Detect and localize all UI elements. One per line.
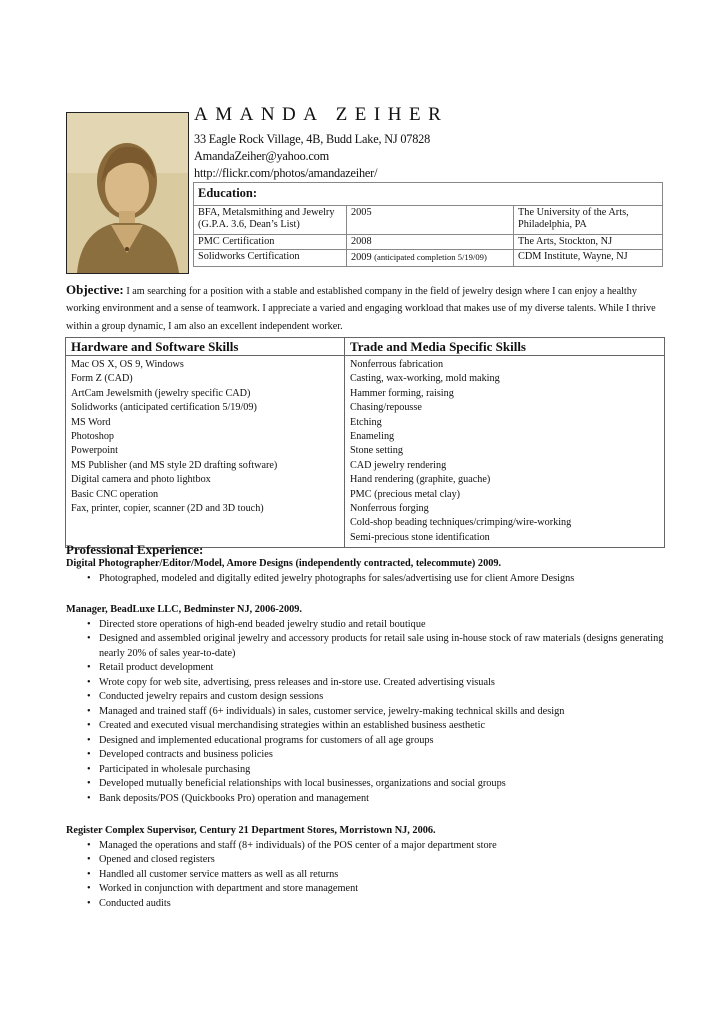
- bullet-icon: •: [87, 572, 91, 584]
- trade-skills-cell: [345, 356, 665, 548]
- bullet-icon: •: [87, 676, 91, 688]
- skill-item: Etching: [350, 416, 382, 428]
- edu-year-cell: [347, 250, 514, 267]
- list-item-text: Developed contracts and business policies: [99, 749, 273, 760]
- skill-item: MS Publisher (and MS style 2D drafting software): [71, 459, 278, 471]
- list-item: [87, 572, 666, 587]
- profile-photo: [66, 112, 189, 274]
- education-heading: Education:: [194, 183, 663, 206]
- skills-table: [65, 337, 665, 548]
- hardware-skills-list: [71, 358, 339, 516]
- list-item: [87, 763, 666, 778]
- bullet-icon: •: [87, 734, 91, 746]
- job-entry: [66, 557, 666, 586]
- list-item-text: Retail product development: [99, 662, 214, 673]
- skill-item: Chasing/repousse: [350, 402, 422, 414]
- list-item: [87, 853, 666, 868]
- list-item: [87, 661, 666, 676]
- bullet-icon: •: [87, 792, 91, 804]
- objective-label: Objective:: [66, 282, 124, 297]
- list-item: [87, 882, 666, 897]
- edu-school: CDM Institute, Wayne, NJ: [514, 250, 663, 267]
- objective-section: [66, 281, 666, 335]
- list-item: [87, 690, 666, 705]
- hardware-skills-cell: [66, 356, 345, 548]
- table-row: [194, 205, 663, 234]
- skill-item: Photoshop: [71, 431, 115, 443]
- bullet-icon: •: [87, 763, 91, 775]
- list-item: [87, 777, 666, 792]
- job-title: Manager, BeadLuxe LLC, Bedminster NJ, 2006-2009.: [66, 604, 302, 615]
- list-item-text: Bank deposits/POS (Quickbooks Pro) operation and management: [99, 792, 369, 804]
- email[interactable]: AmandaZeiher@yahoo.com: [194, 149, 329, 163]
- website-link[interactable]: http://flickr.com/photos/amandazeiher/: [194, 166, 378, 180]
- bullet-icon: •: [87, 897, 91, 909]
- skill-item: MS Word: [71, 416, 111, 428]
- address: 33 Eagle Rock Village, 4B, Budd Lake, NJ 07828: [194, 132, 431, 146]
- list-item: [87, 734, 666, 749]
- job-title: Register Complex Supervisor, Century 21 Department Stores, Morristown NJ, 2006.: [66, 825, 436, 836]
- experience-heading: Professional Experience:: [66, 542, 204, 557]
- list-item-text: Conducted audits: [99, 897, 171, 909]
- list-item-text: Opened and closed registers: [99, 854, 215, 865]
- skill-item: Basic CNC operation: [71, 488, 159, 500]
- list-item-text: Designed and assembled original jewelry and accessory products for retail sale using in-house stock of raw materials (designs generating nearly 20% of sales year-to-date): [99, 633, 664, 659]
- trade-skills-list: [350, 358, 659, 545]
- skill-item: Semi-precious stone identification: [350, 531, 490, 543]
- bullet-icon: •: [87, 839, 91, 851]
- skill-item: CAD jewelry rendering: [350, 459, 447, 471]
- skill-item: Casting, wax-working, mold making: [350, 373, 500, 385]
- job-bullets: [66, 572, 666, 587]
- skill-item: Hand rendering (graphite, guache): [350, 474, 491, 486]
- bullet-icon: •: [87, 633, 91, 644]
- list-item-text: Directed store operations of high-end beaded jewelry studio and retail boutique: [99, 618, 426, 630]
- job-title: Digital Photographer/Editor/Model, Amore Designs (independently contracted, telecommute) 2009.: [66, 558, 502, 569]
- objective-text: I am searching for a position with a stable and established company in the field of jewelry design where I can enjoy a healthy working environment and a sense of teamwork. I appreciate a varied and engaging workload that makes use of my diverse talents. While I thrive within a group dynamic, I am also an excellent independent worker.: [66, 286, 656, 332]
- skill-item: Nonferrous fabrication: [350, 359, 444, 370]
- list-item-text: Created and executed visual merchandising strategies within an established business aesthetic: [99, 720, 486, 731]
- job-entry: [66, 824, 666, 911]
- list-item-text: Participated in wholesale purchasing: [99, 763, 251, 775]
- table-row: [194, 250, 663, 267]
- skill-item: Digital camera and photo lightbox: [71, 474, 211, 486]
- edu-year-note: (anticipated completion 5/19/09): [374, 252, 487, 262]
- job-entry: [66, 603, 666, 806]
- skill-item: Nonferrous forging: [350, 503, 429, 515]
- list-item: [87, 868, 666, 883]
- bullet-icon: •: [87, 868, 91, 880]
- bullet-icon: •: [87, 778, 91, 789]
- list-item-text: Wrote copy for web site, advertising, press releases and in-store use. Created advertising visuals: [99, 676, 495, 688]
- education-table: [193, 182, 663, 267]
- bullet-icon: •: [87, 618, 91, 630]
- edu-school: The University of the Arts, Philadelphia, PA: [514, 205, 663, 234]
- list-item: [87, 705, 666, 720]
- edu-year: 2009: [351, 252, 372, 263]
- list-item-text: Conducted jewelry repairs and custom design sessions: [99, 691, 324, 702]
- list-item-text: Managed the operations and staff (8+ individuals) of the POS center of a major department store: [99, 839, 497, 851]
- list-item-text: Handled all customer service matters as well as all returns: [99, 868, 339, 880]
- skill-item: Enameling: [350, 431, 395, 443]
- table-row: [194, 234, 663, 250]
- list-item-text: Worked in conjunction with department and store management: [99, 883, 359, 894]
- trade-skills-heading: Trade and Media Specific Skills: [345, 338, 665, 356]
- list-item: [87, 792, 666, 807]
- edu-degree: PMC Certification: [194, 234, 347, 250]
- skill-item: Mac OS X, OS 9, Windows: [71, 359, 184, 370]
- job-bullets: [66, 618, 666, 807]
- list-item: [87, 719, 666, 734]
- skill-item: PMC (precious metal clay): [350, 488, 461, 500]
- list-item-text: Managed and trained staff (6+ individuals) in sales, customer service, jewelry-making technical skills and design: [99, 705, 565, 717]
- list-item: [87, 748, 666, 763]
- bullet-icon: •: [87, 720, 91, 731]
- hardware-skills-heading: Hardware and Software Skills: [66, 338, 345, 356]
- edu-year: 2005: [347, 205, 514, 234]
- bullet-icon: •: [87, 662, 91, 673]
- job-bullets: [66, 839, 666, 912]
- bullet-icon: •: [87, 854, 91, 865]
- edu-year: 2008: [347, 234, 514, 250]
- edu-school: The Arts, Stockton, NJ: [514, 234, 663, 250]
- list-item-text: Designed and implemented educational programs for customers of all age groups: [99, 734, 434, 746]
- bullet-icon: •: [87, 749, 91, 760]
- list-item: [87, 676, 666, 691]
- skill-item: Powerpoint: [71, 445, 118, 457]
- skill-item: ArtCam Jewelsmith (jewelry specific CAD): [71, 387, 251, 399]
- list-item-text: Developed mutually beneficial relationships with local businesses, organizations and social groups: [99, 778, 506, 789]
- list-item: [87, 839, 666, 854]
- list-item: [87, 618, 666, 633]
- skill-item: Fax, printer, copier, scanner (2D and 3D touch): [71, 503, 264, 515]
- bullet-icon: •: [87, 691, 91, 702]
- edu-degree: Solidworks Certification: [194, 250, 347, 267]
- list-item-text: Photographed, modeled and digitally edited jewelry photographs for sales/advertising use for client Amore Designs: [99, 572, 575, 584]
- bullet-icon: •: [87, 883, 91, 894]
- candidate-name: AMANDA ZEIHER: [194, 104, 449, 125]
- list-item: [87, 632, 666, 661]
- list-item: [87, 897, 666, 912]
- edu-degree: BFA, Metalsmithing and Jewelry (G.P.A. 3.6, Dean’s List): [194, 205, 347, 234]
- skill-item: Cold-shop beading techniques/crimping/wire-working: [350, 517, 572, 529]
- skill-item: Solidworks (anticipated certification 5/19/09): [71, 402, 257, 414]
- skill-item: Form Z (CAD): [71, 373, 133, 385]
- skill-item: Stone setting: [350, 445, 403, 457]
- bullet-icon: •: [87, 705, 91, 717]
- skill-item: Hammer forming, raising: [350, 387, 454, 399]
